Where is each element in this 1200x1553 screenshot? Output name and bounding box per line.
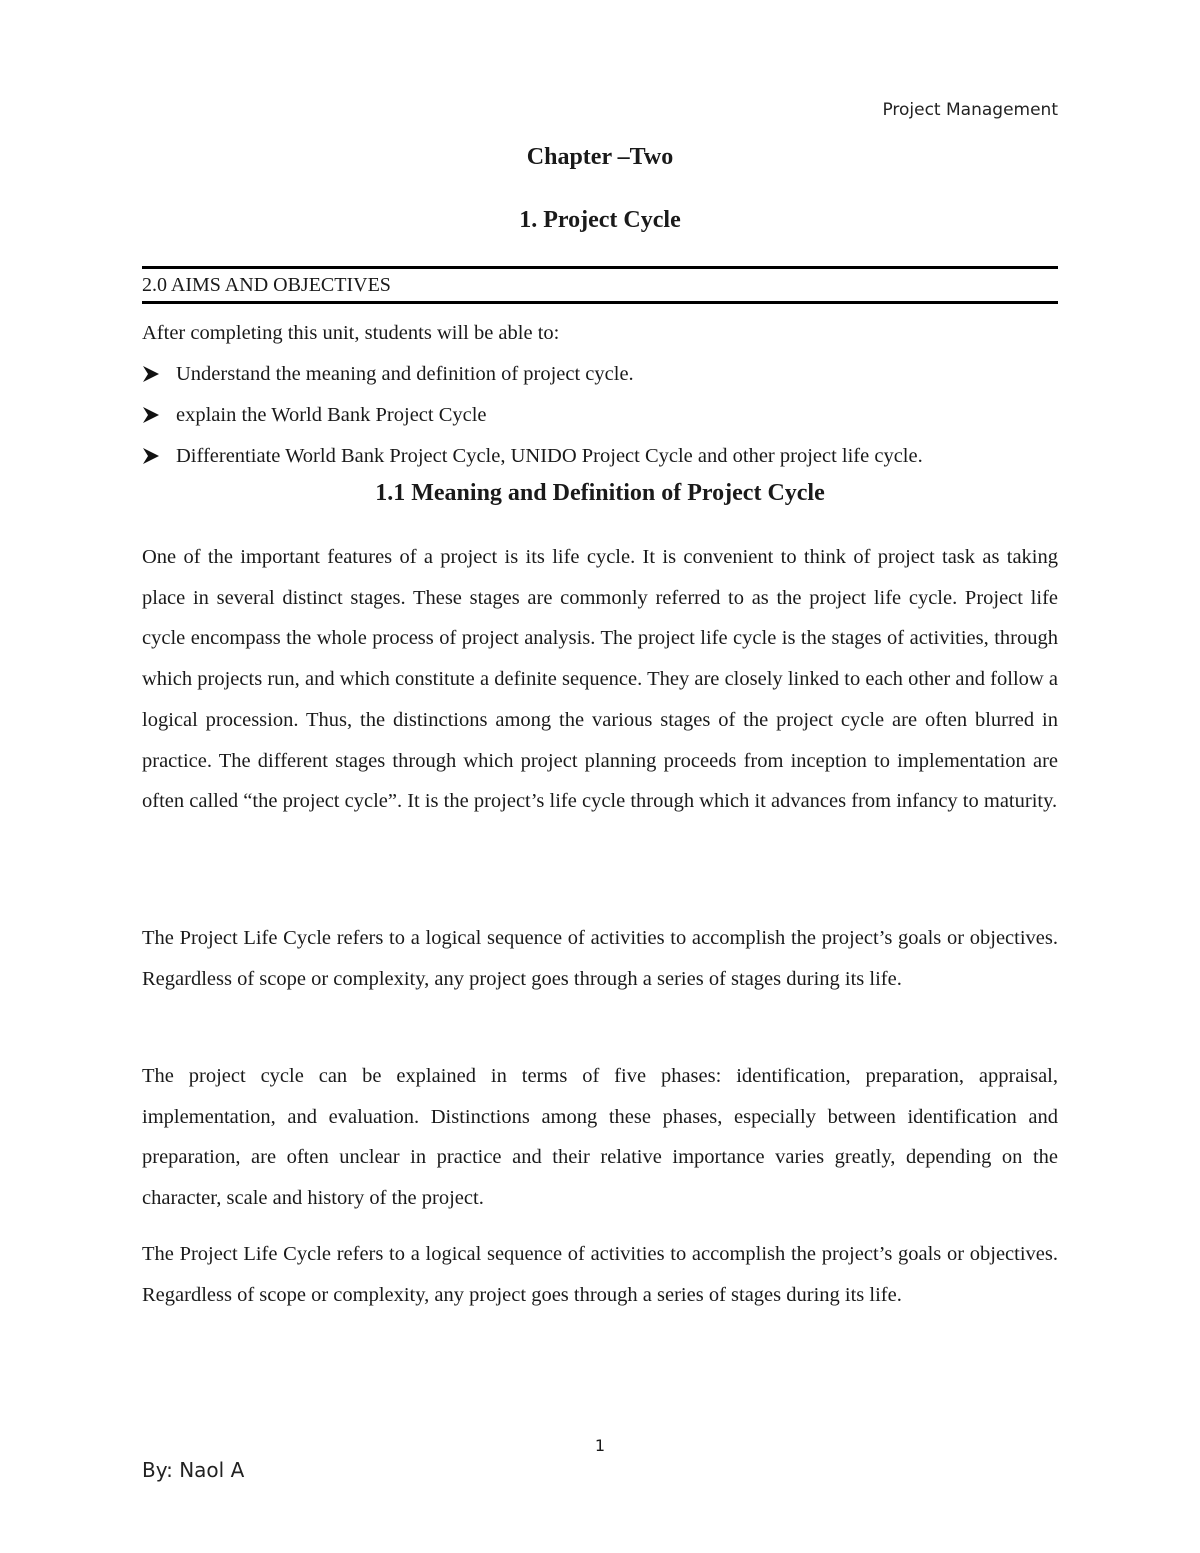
objective-text: explain the World Bank Project Cycle — [176, 403, 487, 426]
footer-author: By: Naol A — [142, 1458, 245, 1482]
objective-text: Differentiate World Bank Project Cycle, UNIDO Project Cycle and other project life cycle. — [176, 444, 923, 467]
bottom-rule — [142, 301, 1058, 304]
section-heading: 1.1 Meaning and Definition of Project Cycle — [375, 480, 825, 506]
arrowhead-bullet-icon — [142, 365, 176, 383]
paragraph: One of the important features of a project is its life cycle. It is convenient to think of project task as taking place in several distinct stages. These stages are commonly referred to as the project life cycle. Project life cycle encompass the whole process of project analysis. The project life cycle is the stages of activities, through which projects run, and which constitute a definite sequence. They are closely linked to each other and follow a logical procession. Thus, the distinctions among the various stages of the project cycle are often blurred in practice. The different stages through which project planning proceeds from inception to implementation are often called “the project cycle”. It is the project’s life cycle through which it advances from infancy to maturity. — [142, 546, 1058, 813]
paragraph: The Project Life Cycle refers to a logical sequence of activities to accomplish the project’s goals or objectives. Regardless of scope or complexity, any project goes through a series of stages during its life. — [142, 1243, 1058, 1306]
objectives-list — [142, 353, 1058, 476]
chapter-title: Chapter –Two — [526, 144, 674, 170]
list-item — [142, 353, 1058, 394]
list-item — [142, 435, 1058, 476]
arrowhead-bullet-icon — [142, 406, 176, 424]
paragraph: The Project Life Cycle refers to a logical sequence of activities to accomplish the project’s goals or objectives. Regardless of scope or complexity, any project goes through a series of stages during its life. — [142, 927, 1058, 990]
objective-text: Understand the meaning and definition of project cycle. — [176, 362, 634, 385]
list-item — [142, 394, 1058, 435]
page-number: 1 — [594, 1436, 606, 1455]
top-rule — [142, 266, 1058, 269]
running-header: Project Management — [882, 100, 1058, 120]
paragraph: The project cycle can be explained in terms of five phases: identification, preparation, appraisal, implementation, and evaluation. Distinctions among these phases, especially between identification and preparation, are often unclear in practice and their relative importance varies greatly, depending on the character, scale and history of the project. — [142, 1065, 1058, 1210]
aims-intro: After completing this unit, students will be able to: — [142, 322, 560, 344]
aims-heading: 2.0 AIMS AND OBJECTIVES — [142, 274, 391, 296]
section-title: 1. Project Cycle — [519, 207, 681, 233]
arrowhead-bullet-icon — [142, 447, 176, 465]
